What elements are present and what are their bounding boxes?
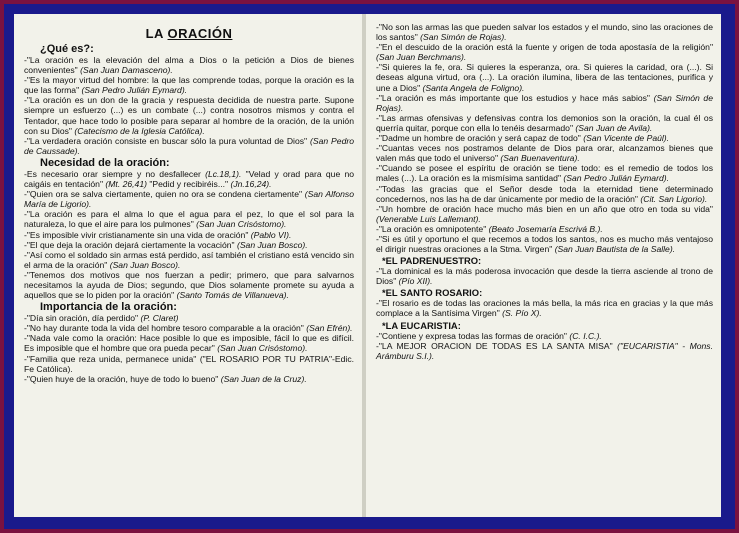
section-padrenuestro: *EL PADRENUESTRO: xyxy=(382,255,482,267)
quote: -"Día sin oración, día perdido" (P. Claret) xyxy=(24,313,179,324)
section-santo-rosario: *EL SANTO ROSARIO: xyxy=(382,287,483,299)
quote: -"El que deja la oración dejará ciertamente la vocación" (San Juan Bosco). xyxy=(24,239,308,250)
quote: -"La oración es más importante que los estudios y hace más sabios" (San Simón de Rojas). xyxy=(376,92,713,113)
left-column xyxy=(24,22,354,384)
quote: -"Dadme un hombre de oración y será capaz de todo" (San Vicente de Paúl). xyxy=(376,133,670,144)
quote: -"Tenemos dos motivos que nos fuerzan a pedir; primero, que para salvarnos necesitamos la ayuda de Dios; segundo, que Dios solamente promete su ayuda a aquellos que se lo piden por la oración" (Santo Tomás de Villanueva). xyxy=(24,269,354,301)
quote: -"La oración es para el alma lo que el agua para el pez, lo que el sol para la naturaleza, lo que el aire para los pulmones" (San Juan Crisóstomo). xyxy=(24,209,354,230)
quote: -"Si es útil y oportuno el que recemos a todos los santos, nos es mucho más ventajoso el dirigir nuestras oraciones a la Stma. Virgen" (San Juan Bautista de la Salle). xyxy=(376,233,713,255)
quote: -"Todas las gracias que el Señor desde toda la eternidad tiene determinado concedernos, nos las ha de dar únicamente por medio de la oración" (Cit. San Ligorio). xyxy=(376,183,713,204)
quote: -"La oración es un don de la gracia y respuesta decidida de nuestra parte. Supone siempre un esfuerzo (...) es un combate (...) contra nosotros mismos y contra el Tentador, que hace todo lo posible para separar al hombre de la oración, de la unión con su Dios" (Catecismo de la Iglesia Católica). xyxy=(24,95,354,136)
quote: -"La dominical es la más poderosa invocación que desde la tierra asciende al trono de Dios" (Pío XII). xyxy=(376,266,713,287)
quote: -"Cuantas veces nos postramos delante de Dios para orar, alcanzamos bienes que valen más que todo el universo" (San Buenaventura). xyxy=(376,143,713,164)
quote: -"Es la mayor virtud del hombre: la que las comprende todas, porque la oración es la que las forma" (San Pedro Julián Eymard). xyxy=(24,75,354,96)
quote: -"Si quieres la fe, ora. Si quieres la esperanza, ora. Si quieres la caridad, ora (...). Si deseas alguna virtud, ora (...). La oración ilumina, libera de las tentaciones, purifica y une a Dios" (Santa Angela de Foligno). xyxy=(376,62,713,93)
quote: -"Nada vale como la oración: Hace posible lo que es imposible, fácil lo que es difícil. Es imposible que el hombre que ora pueda pecar" (San Juan Crisóstomo). xyxy=(24,333,354,354)
quote: -"En el descuido de la oración está la fuente y origen de toda apostasía de la religión" (San Juan Berchmans). xyxy=(376,42,713,63)
quote: -"LA MEJOR ORACION DE TODAS ES LA SANTA MISA" ("EUCARISTIA" - Mons. Arámburu S.I.). xyxy=(376,340,713,361)
quote: -"Quien ora se salva ciertamente, quien no ora se condena ciertamente" (San Alfonso María de Ligorio). xyxy=(24,189,354,210)
quote: -"No son las armas las que pueden salvar los estados y el mundo, sino las oraciones de los santos" (San Simón de Rojas). xyxy=(376,22,713,43)
quote: -"Un hombre de oración hace mucho más bien en un año que otro en toda su vida" (Venerable Luis Lallemant). xyxy=(376,203,713,224)
quote: -"No hay durante toda la vida del hombre tesoro comparable a la oración" (San Efrén). xyxy=(24,323,353,334)
title-prefix: LA xyxy=(145,26,168,41)
left-page xyxy=(14,14,362,517)
section-eucaristia: *LA EUCARISTIA: xyxy=(382,319,461,331)
quote: -"Quien huye de la oración, huye de todo lo bueno" (San Juan de la Cruz). xyxy=(24,373,307,384)
quote: -"La oración es la elevación del alma a Dios o la petición a Dios de bienes convenientes" (San Juan Damasceno). xyxy=(24,55,354,76)
quote: -"El rosario es de todas las oraciones la más bella, la más rica en gracias y la que más complace a la Santísima Virgen" (S. Pío X). xyxy=(376,298,713,319)
title-word: ORACIÓN xyxy=(167,26,233,41)
quote: -Es necesario orar siempre y no desfallecer (Lc.18,1). "Velad y orad para que no caigáis en tentación" (Mt. 26,41) "Pedid y recibiréis..." (Jn.16,24). xyxy=(24,168,355,190)
right-page xyxy=(366,14,721,517)
right-column xyxy=(376,22,713,361)
quote: -"Así como el soldado sin armas está perdido, así también el cristiano está vencido sin el arma de la oración" (San Juan Bosco). xyxy=(24,249,354,270)
quote: -"Familia que reza unida, permanece unida" ("EL ROSARIO POR TU PATRIA"-Edic. Fe Católica). xyxy=(24,353,355,374)
quote: -"La oración es omnipotente" (Beato Josemaría Escrivá B.). xyxy=(376,223,603,234)
heading-necesidad: Necesidad de la oración: xyxy=(40,156,170,169)
heading-que-es: ¿Qué es?: xyxy=(40,43,94,55)
quote: -"Las armas ofensivas y defensivas contra los demonios son la oración, la cual él os querría quitar, porque con ella lo tenéis desarmado" (San Juan de Avila). xyxy=(376,112,713,133)
quote: -"Es imposible vivir cristianamente sin una vida de oración" (Pablo VI). xyxy=(24,229,292,240)
page-title xyxy=(24,26,354,41)
quote: -"Cuando se posee el espíritu de oración se tiene todo: es el remedio de todos los males (...). La oración es la mismísima santidad" (San Pedro Julián Eymard). xyxy=(376,163,713,184)
quote: -"Contiene y expresa todas las formas de oración" (C. I.C.). xyxy=(376,330,602,341)
quote: -"La verdadera oración consiste en buscar sólo la pura voluntad de Dios" (San Pedro de Caussade). xyxy=(24,135,354,156)
heading-importancia: Importancia de la oración: xyxy=(40,301,177,314)
